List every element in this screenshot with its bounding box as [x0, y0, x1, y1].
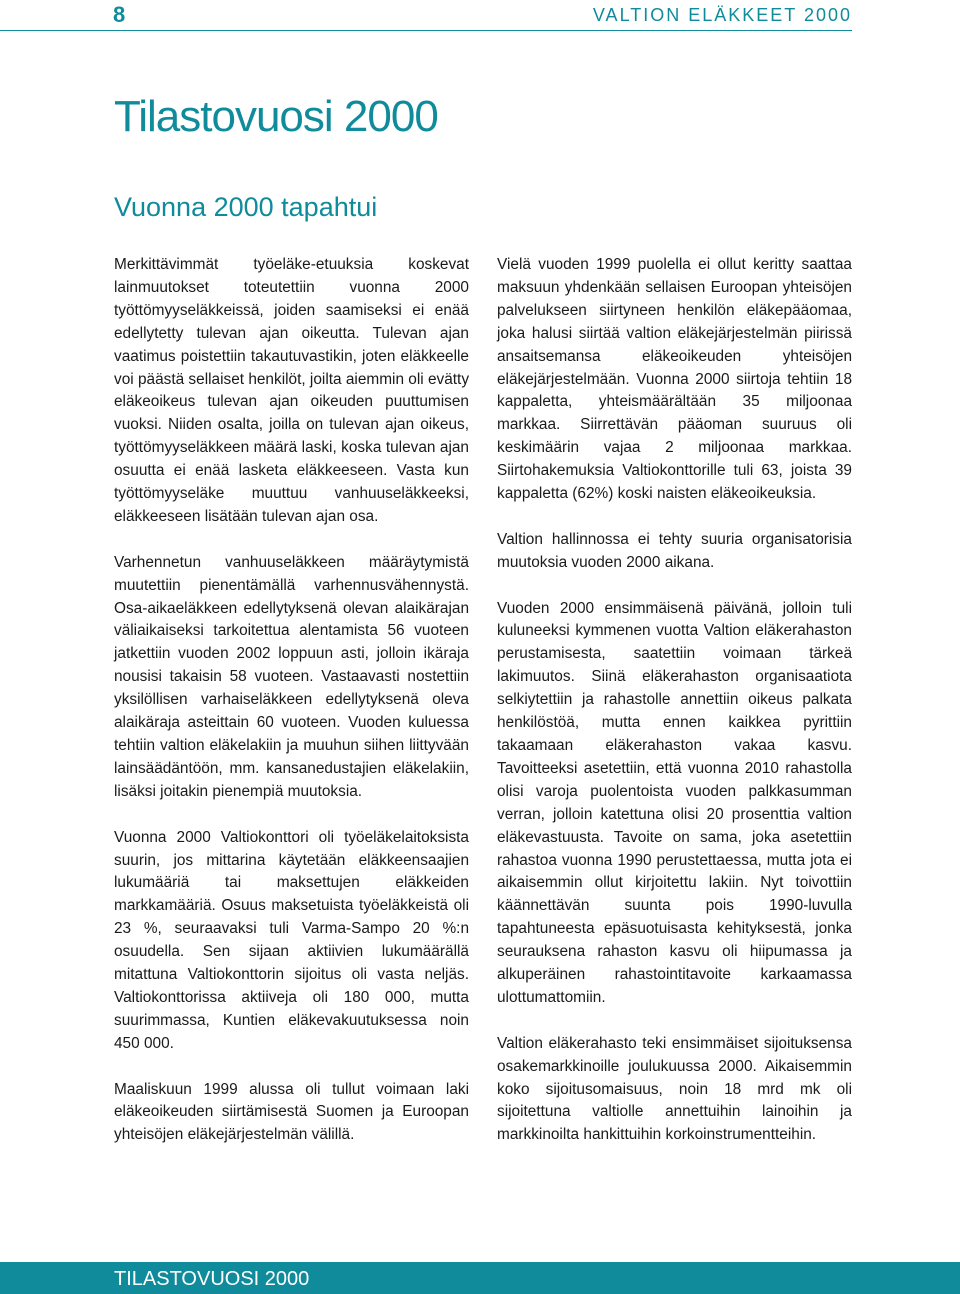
paragraph: Vuonna 2000 Valtiokonttori oli työeläkelaitoksista suurin, jos mittarina käytetään eläkkeensaajien lukumääriä tai maksettujen eläkkeiden markkamääriä. Osuus maksetuista työeläkkeistä oli 23 %, seuraavaksi tuli Varma-Sampo 20 %:n osuudella. Sen sijaan aktiivien lukumäärällä mitattuna Valtiokonttorin sijoitus oli vasta neljäs. Valtiokonttorissa aktiiveja oli 180 000, mutta suurimmassa, Kuntien eläkevakuutuksessa noin 450 000. [114, 828, 469, 1052]
paragraph: Maaliskuun 1999 alussa oli tullut voimaan laki eläkeoikeuden siirtämisestä Suomen ja Euroopan yhteisöjen eläkejärjestelmän välillä. [114, 1080, 469, 1144]
paragraph: Valtion hallinnossa ei tehty suuria organisatorisia muutoksia vuoden 2000 aikana. [497, 530, 852, 571]
paragraph: Varhennetun vanhuuseläkkeen määräytymistä muutettiin pienentämällä varhennusvähennystä. Osa-aikaeläkkeen edellytyksenä olevan alaikärajan väliaikaiseksi tarkoitettua alentamista 56 vuoteen jatkettiin vuoden 2002 loppuun asti, jolloin ikäraja nousisi takaisin 58 vuoteen. Vastaavasti nostettiin yksilöllisen varhaiseläkkeen edellytyksenä oleva alaikäraja asteittain 60 vuoteen. Vuoden kuluessa tehtiin valtion eläkelakiin ja muuhun siihen liittyvään lainsäädäntöön, mm. kansanedustajien eläkelakiin, lisäksi joitakin pienempiä muutoksia. [114, 553, 469, 800]
section-subtitle: Vuonna 2000 tapahtui [114, 192, 378, 222]
page-title: Tilastovuosi 2000 [114, 92, 438, 141]
page-header [0, 0, 960, 30]
paragraph: Merkittävimmät työeläke-etuuksia koskevat lainmuutokset toteutettiin vuonna 2000 työttömyyseläkkeissä, joiden saamiseksi ei enää edellytetty tulevan ajan oikeutta. Tulevan ajan vaatimus poistettiin takautuvastikin, joten eläkkeelle voi päästä sellaiset henkilöt, joilta aiemmin oli evätty eläkeoikeus tulevan ajan oikeuden puuttumisen vuoksi. Niiden osalta, joilla on tulevan ajan oikeus, työttömyyseläkkeen määrä laski, koska tulevan ajan osuutta ei enää lasketa eläkkeeseen. Vasta kun työttömyyseläke muuttuu vanhuuseläkkeeksi, eläkkeeseen lisätään tulevan ajan osa. [114, 256, 470, 525]
paragraph: Vuoden 2000 ensimmäisenä päivänä, jolloin tuli kuluneeksi kymmenen vuotta Valtion eläkerahaston perustamisesta, saatettiin voimaan tärkeä lakimuutos. Siinä eläkerahaston organisaatiota selkiytettiin ja rahastolle annettiin oikeus palkata henkilöstöä, mutta ennen kaikkea pyrittiin takaamaan eläkerahaston vakaa kasvu. Tavoitteeksi asetettiin, että vuonna 2010 rahastolla olisi varoja puolentoista vuoden palkkasumman verran, jolloin katettuna olisi 20 prosenttia valtion eläkevastuusta. Tavoite on sama, joka asetettiin rahastoa vuonna 1990 perustettaessa, mutta jota ei aikaisemmin ollut kirjoitettu lakiin. Nyt toivottiin käännettävän suunta pois 1990-luvulla tapahtuneesta epäsuotuisasta kehityksestä, jonka seurauksena rahaston kasvu oli hiipumassa ja alkuperäinen rahastointitavoite karkaamassa ulottumattomiin. [497, 599, 852, 1006]
header-rule [0, 30, 852, 31]
right-column [497, 254, 852, 1170]
footer-band [0, 1262, 960, 1294]
page-number: 8 [113, 2, 126, 27]
running-head: VALTION ELÄKKEET 2000 [592, 5, 852, 25]
paragraph: Valtion eläkerahasto teki ensimmäiset sijoituksensa osakemarkkinoille joulukuussa 2000. Aikaisemmin koko sijoitusomaisuus, noin 18 mrd mk oli sijoitettuna valtiolle annettuihin lainoihin ja markkinoilta hankittuihin korkoinstrumentteihin. [497, 1034, 852, 1144]
footer-label: TILASTOVUOSI 2000 [114, 1268, 310, 1290]
paragraph: Vielä vuoden 1999 puolella ei ollut keritty saattaa maksuun yhdenkään sellaisen Euroopan yhteisöjen palvelukseen siirtyneen henkilön eläkepääomaa, joka halusi siirtää valtion eläkejärjestelmän piirissä ansaitsemansa eläkeoikeuden yhteisöjen eläkejärjestelmään. Vuonna 2000 siirtoja tehtiin 18 kappaletta, yhteismäärältään 35 miljoonaa markkaa. Siirrettävän pääoman suuruus oli keskimäärin vajaa 2 miljoonaa markkaa. Siirtohakemuksia Valtiokonttorille tuli 63, joista 39 kappaletta (62%) koski naisten eläkeoikeuksia. [497, 256, 852, 503]
left-column [114, 254, 469, 1170]
